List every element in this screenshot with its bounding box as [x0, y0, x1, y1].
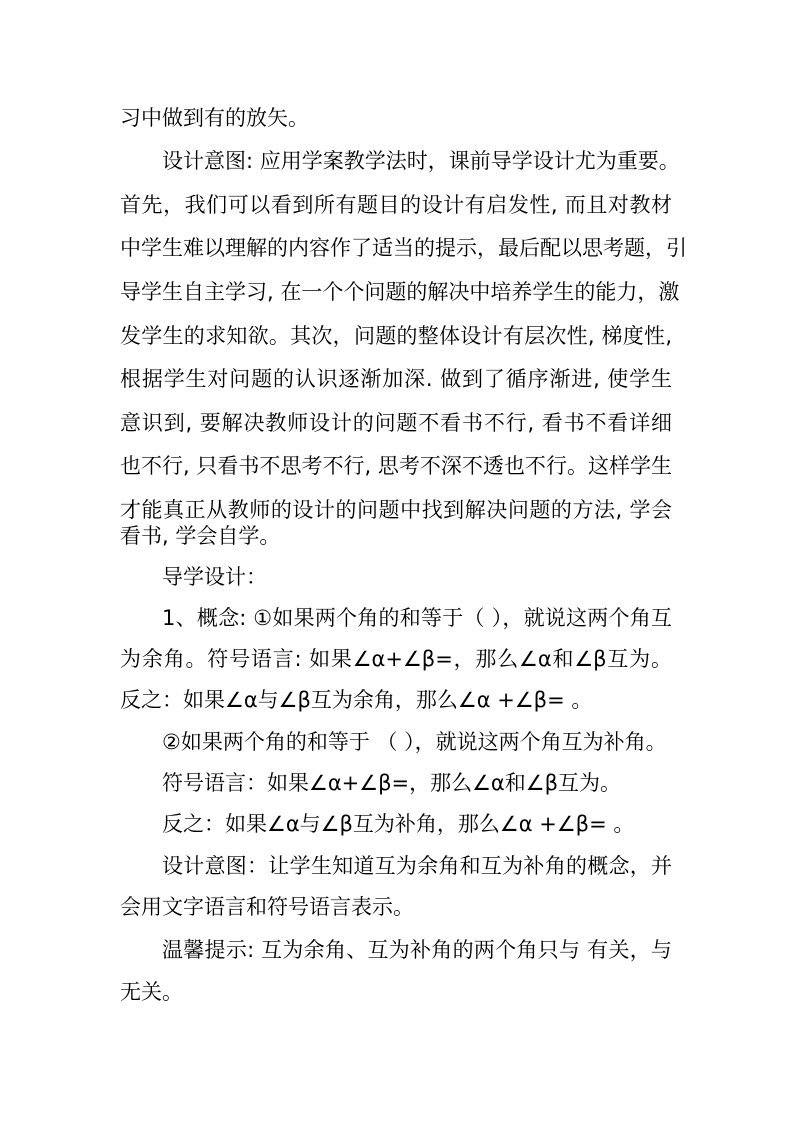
- text-line: 发学生的求知欲。其次，问题的整体设计有层次性, 梯度性,: [120, 324, 672, 348]
- text-line: 才能真正从教师的设计的问题中找到解决问题的方法, 学会: [120, 498, 672, 522]
- text-line: 导学生自主学习, 在一个个问题的解决中培养学生的能力，激: [120, 280, 680, 304]
- section-heading: 导学设计：: [162, 565, 267, 589]
- text-line: 习中做到有的放矢。: [120, 106, 309, 130]
- text-line: 看书, 学会自学。: [120, 524, 281, 548]
- text-line: 1、概念: ①如果两个角的和等于（ ），就说这两个角互: [162, 606, 672, 630]
- text-line: 意识到, 要解决教师设计的问题不看书不行, 看书不看详细: [120, 411, 672, 435]
- text-line: ②如果两个角的和等于 （ ），就说这两个角互为补角。: [162, 730, 667, 754]
- text-line: 为余角。符号语言: 如果∠α+∠β=，那么∠α和∠β互为。: [120, 647, 672, 671]
- text-line: 会用文字语言和符号语言表示。: [120, 895, 414, 919]
- text-line: 设计意图：让学生知道互为余角和互为补角的概念，并: [162, 854, 672, 878]
- text-line: 根据学生对问题的认识逐渐加深. 做到了循序渐进, 使学生: [120, 367, 672, 391]
- text-line: 首先，我们可以看到所有题目的设计有启发性, 而且对教材: [120, 193, 672, 217]
- text-line: 设计意图: 应用学案教学法时，课前导学设计尤为重要。: [162, 149, 680, 173]
- text-line: 符号语言：如果∠α+∠β=，那么∠α和∠β互为。: [162, 771, 621, 795]
- text-line: 反之：如果∠α与∠β互为余角，那么∠α +∠β= 。: [120, 688, 593, 712]
- text-line: 无关。: [120, 980, 183, 1004]
- text-line: 也不行, 只看书不思考不行, 思考不深不透也不行。这样学生: [120, 454, 672, 478]
- text-line: 中学生难以理解的内容作了适当的提示，最后配以思考题，引: [120, 236, 687, 260]
- text-line: 温馨提示: 互为余角、互为补角的两个角只与 有关，与: [162, 938, 672, 962]
- text-line: 反之：如果∠α与∠β互为补角，那么∠α +∠β= 。: [162, 812, 635, 836]
